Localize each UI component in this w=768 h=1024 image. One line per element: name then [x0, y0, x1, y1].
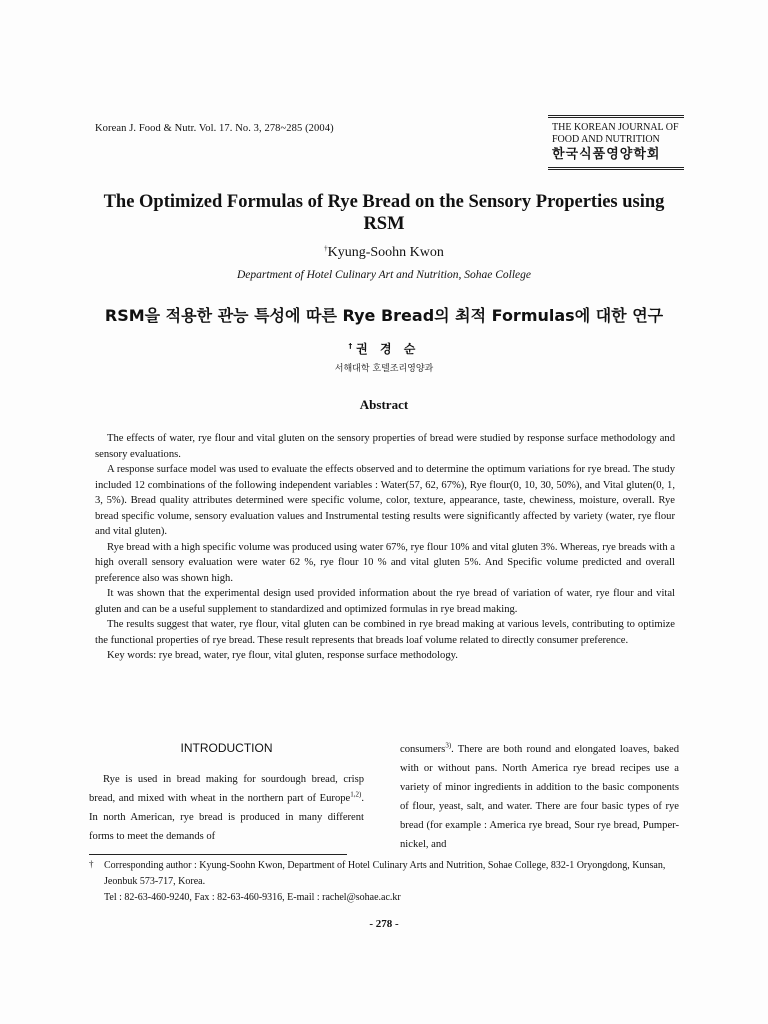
abstract-heading: Abstract	[359, 397, 409, 412]
intro-text: . In north American, rye bread is produced in many different forms to meet the demands of	[89, 793, 364, 842]
intro-text: Rye is used in bread making for sourdough bread, crisp bread, and mixed with wheat in the northern part of Europe	[89, 774, 364, 804]
korean-author-dagger: †	[348, 342, 357, 350]
author-name: Kyung-Soohn Kwon	[327, 245, 444, 260]
author-line	[90, 245, 678, 261]
introduction-heading: INTRODUCTION	[180, 741, 273, 755]
journal-masthead	[548, 115, 684, 170]
page-number: - 278 -	[369, 918, 399, 930]
korean-author-line	[90, 340, 678, 357]
korean-department: 서해대학 호텔조리영양과	[334, 364, 434, 374]
intro-text: . There are both round and elongated loaves, baked with or without pans. North America rye bread recipes use a variety of minor ingredients in addition to the basic components of flour, yeast, salt, and water. There are four basic types of rye bread (for example : America rye bread, Sour rye bread, Pumper-nickel, and	[400, 744, 679, 850]
corresponding-author-footnote	[89, 858, 679, 906]
abstract-paragraph: The results suggest that water, rye flour, vital gluten can be combined in rye bread making at various levels, contributing to optimize the functional properties of rye bread. These result represents that breads loaf volume related to directly consumer preference.	[95, 619, 675, 646]
abstract-paragraph: It was shown that the experimental design used provided information about the rye bread of variation of water, rye flour and vital gluten and can be a useful supplement to standardized and optimized formulas in rye bread making.	[95, 588, 675, 615]
author-dagger: †	[324, 244, 328, 253]
korean-title: RSM을 적용한 관능 특성에 따른 Rye Bread의 최적 Formulas에 대한 연구	[104, 306, 664, 325]
citation-ref: 3)	[445, 741, 452, 750]
paper-title: The Optimized Formulas of Rye Bread on the Sensory Properties using RSM	[103, 192, 665, 234]
journal-name-line2: FOOD AND NUTRITION	[552, 134, 660, 145]
introduction-paragraph	[89, 770, 364, 846]
journal-citation: Korean J. Food & Nutr. Vol. 17. No. 3, 278~285 (2004)	[95, 123, 334, 134]
journal-korean-name: 한국식품영양학회	[552, 147, 661, 162]
body-column-left	[89, 740, 364, 846]
footnote-body	[104, 858, 679, 906]
abstract-paragraph: The effects of water, rye flour and vital gluten on the sensory properties of bread were studied by response surface methodology and sensory evaluations.	[95, 433, 675, 460]
footnote-dagger: †	[89, 859, 94, 869]
author-department: Department of Hotel Culinary Art and Nutrition, Sohae College	[237, 269, 531, 281]
keywords: Key words: rye bread, water, rye flour, vital gluten, response surface methodology.	[107, 650, 458, 661]
korean-author-name: 권 경 순	[356, 342, 420, 356]
footnote-contact: Tel : 82-63-460-9240, Fax : 82-63-460-9316, E-mail : rachel@sohae.ac.kr	[104, 892, 401, 903]
citation-ref: 1,2)	[350, 790, 362, 799]
abstract-paragraph: A response surface model was used to evaluate the effects observed and to determine the optimum variations for rye bread. The study included 12 combinations of the following independent variables : Water(57, 62, 67%), Rye flour(0, 10, 30, 50%), and Vital gluten(0, 1, 3, 5%). Bread quality attributes determined were specific volume, color, texture, appearance, taste, chewiness, moisture, overall. Rye bread specific volume, sensory evaluation values and Instrumental testing results were significantly affected by variety (water, rye flour and vital gluten).	[95, 464, 675, 537]
body-column-right	[400, 740, 679, 854]
footnote-divider	[89, 854, 347, 855]
intro-text: consumers	[400, 744, 446, 755]
introduction-paragraph-continued	[400, 740, 679, 854]
abstract-body	[95, 431, 675, 664]
abstract-paragraph: Rye bread with a high specific volume was produced using water 67%, rye flour 10% and vital gluten 3%. Whereas, rye breads with a high overall sensory evaluation were water 62 %, rye flour 10 % and vital gluten 5%. And Specific volume predicted and overall preference also was shown high.	[95, 541, 675, 584]
footnote-address: Corresponding author : Kyung-Soohn Kwon, Department of Hotel Culinary Arts and Nutrition, Sohae College, 832-1 Oryongdong, Kunsan, Jeonbuk 573-717, Korea.	[104, 860, 666, 887]
journal-name-line1: THE KOREAN JOURNAL OF	[552, 122, 679, 133]
